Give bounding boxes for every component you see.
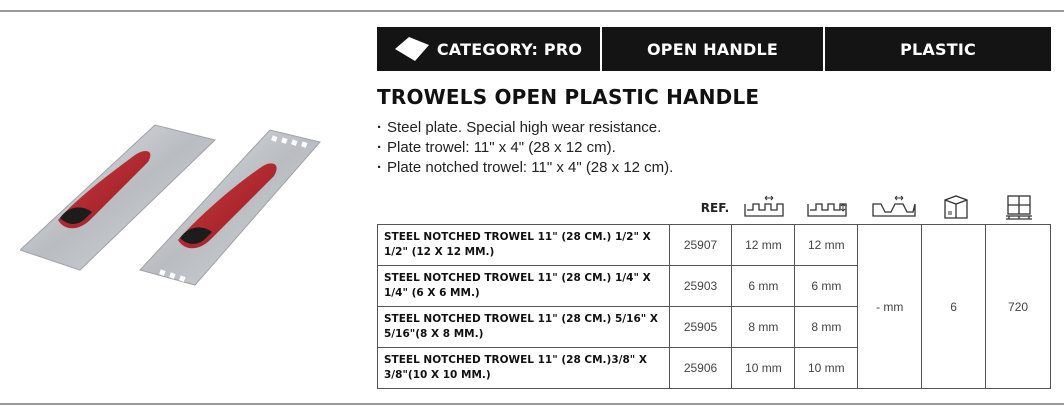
category-cell <box>377 27 602 71</box>
handle-cell <box>602 27 825 71</box>
notch-depth-icon <box>806 194 850 220</box>
pallet-icon <box>1005 194 1033 222</box>
box-icon <box>942 194 970 222</box>
pallet-qty-cell: 720 <box>986 225 1051 389</box>
spec-table <box>377 224 1051 389</box>
row-width: 10 mm <box>732 348 795 389</box>
row-ref: 25905 <box>669 307 732 348</box>
row-description: STEEL NOTCHED TROWEL 11" (28 CM.)3/8" X 3/8"(10 X 10 MM.) <box>378 348 670 389</box>
trowels-product-image <box>20 100 340 300</box>
row-depth: 6 mm <box>795 266 858 307</box>
product-title: TROWELS OPEN PLASTIC HANDLE <box>377 85 760 109</box>
notch-width-icon <box>743 194 787 220</box>
feature-item: · Plate notched trowel: 11" x 4" (28 x 12 cm). <box>377 158 673 178</box>
row-depth: 8 mm <box>795 307 858 348</box>
bottom-rule <box>0 403 1064 405</box>
row-depth: 12 mm <box>795 225 858 266</box>
table-row <box>378 225 1051 266</box>
row-ref: 25906 <box>669 348 732 389</box>
feature-item: · Steel plate. Special high wear resistance. <box>377 118 673 138</box>
spacing-cell: - mm <box>858 225 922 389</box>
category-bar <box>377 27 1051 71</box>
feature-item: · Plate trowel: 11" x 4" (28 x 12 cm). <box>377 138 673 158</box>
row-ref: 25907 <box>669 225 732 266</box>
table-header <box>377 194 1051 224</box>
row-description: STEEL NOTCHED TROWEL 11" (28 CM.) 1/4" X 1/4" (6 X 6 MM.) <box>378 266 670 307</box>
category-label: CATEGORY: PRO <box>436 39 583 59</box>
row-width: 6 mm <box>732 266 795 307</box>
handle-label: OPEN HANDLE <box>647 39 778 59</box>
diamond-icon <box>395 37 429 61</box>
material-label: PLASTIC <box>900 39 976 59</box>
tooth-spacing-icon <box>871 194 917 220</box>
material-cell <box>825 27 1051 71</box>
row-depth: 10 mm <box>795 348 858 389</box>
row-width: 12 mm <box>732 225 795 266</box>
box-qty-cell: 6 <box>922 225 986 389</box>
row-ref: 25903 <box>669 266 732 307</box>
row-description: STEEL NOTCHED TROWEL 11" (28 CM.) 5/16" X 5/16"(8 X 8 MM.) <box>378 307 670 348</box>
top-rule <box>0 10 1064 12</box>
row-width: 8 mm <box>732 307 795 348</box>
row-description: STEEL NOTCHED TROWEL 11" (28 CM.) 1/2" X 1/2" (12 X 12 MM.) <box>378 225 670 266</box>
feature-list <box>377 118 673 178</box>
ref-header: REF. <box>700 201 730 215</box>
